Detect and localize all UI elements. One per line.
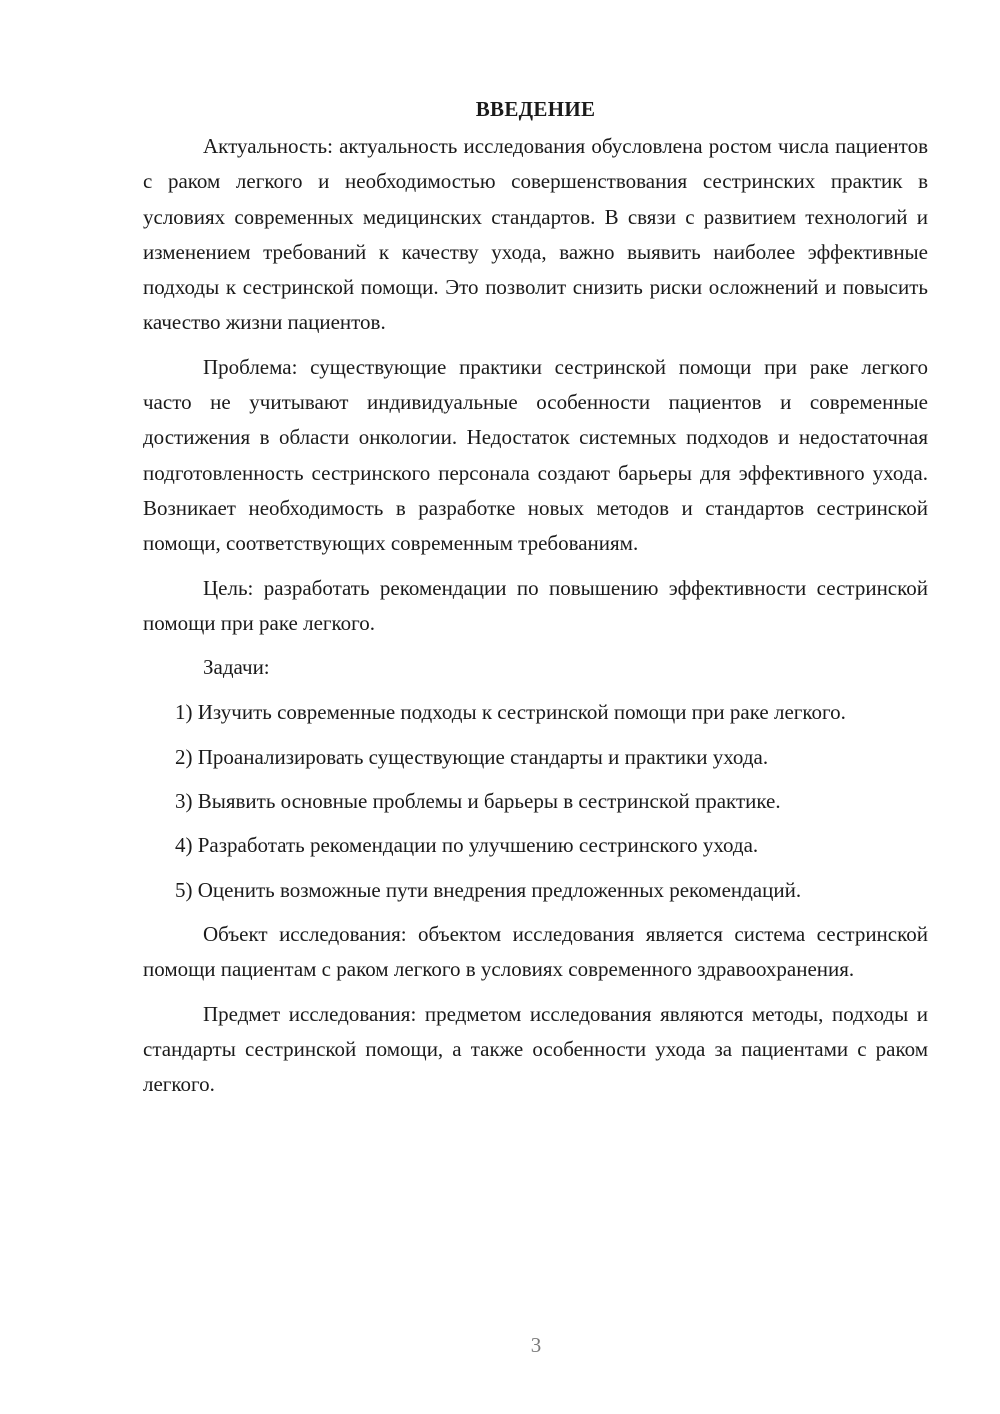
task-item: 3) Выявить основные проблемы и барьеры в сестринской практике. (175, 789, 781, 814)
document-page (143, 92, 928, 1111)
task-item: 1) Изучить современные подходы к сестринской помощи при раке легкого. (175, 700, 846, 725)
task-item: 5) Оценить возможные пути внедрения предложенных рекомендаций. (175, 877, 802, 902)
page-number: 3 (530, 1333, 542, 1357)
task-item: 2) Проанализировать существующие стандарты и практики ухода. (175, 744, 769, 769)
task-item: 4) Разработать рекомендации по улучшению сестринского ухода. (175, 833, 759, 858)
tasks-list (143, 695, 928, 907)
tasks-heading: Задачи: (203, 655, 270, 680)
goal-paragraph: Цель: разработать рекомендации по повышению эффективности сестринской помощи при раке легкого. (143, 575, 928, 635)
subject-paragraph: Предмет исследования: предметом исследования являются методы, подходы и стандарты сестринской помощи, а также особенности ухода за пациентами с раком легкого. (143, 1001, 928, 1097)
object-paragraph: Объект исследования: объектом исследования является система сестринской помощи пациентам с раком легкого в условиях современного здравоохранения. (143, 921, 928, 982)
problem-paragraph: Проблема: существующие практики сестринской помощи при раке легкого часто не учитывают индивидуальные особенности пациентов и современные достижения в области онкологии. Недостаток системных подходов и недостаточная подготовленность сестринского персонала создают барьеры для эффективного ухода. Возникает необходимость в разработке новых методов и стандартов сестринской помощи, соответствующих современным требованиям. (143, 354, 928, 556)
relevance-paragraph: Актуальность: актуальность исследования обусловлена ростом числа пациентов с раком легкого и необходимостью совершенствования сестринских практик в условиях современных медицинских стандартов. В связи с развитием технологий и изменением требований к качеству ухода, важно выявить наиболее эффективные подходы к сестринской помощи. Это позволит снизить риски осложнений и повысить качество жизни пациентов. (143, 134, 928, 335)
page-title: ВВЕДЕНИЕ (475, 97, 596, 121)
